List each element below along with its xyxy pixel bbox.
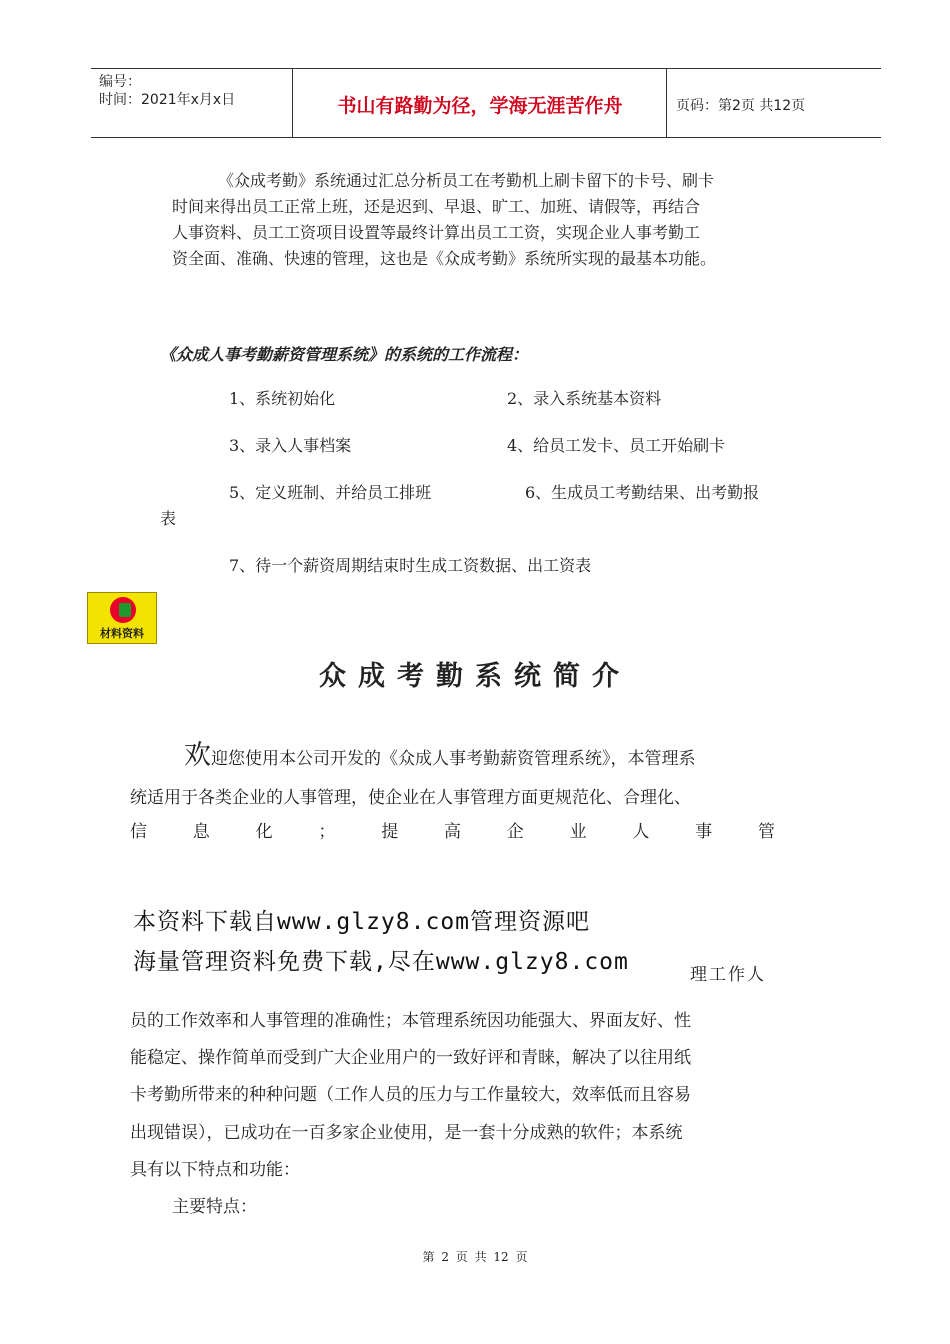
body-text: 迎您使用本公司开发的《众成人事考勤薪资管理系统》，本管理系 <box>211 749 696 769</box>
intro-line: 时间来得出员工正常上班，还是迟到、早退、旷工、加班、请假等，再结合 <box>172 197 701 216</box>
section-title: 众成考勤系统简介 <box>319 661 631 692</box>
body-line-justified <box>130 817 775 842</box>
workflow-step: 3、录入人事档案 <box>229 436 352 455</box>
body-line: 统适用于各类企业的人事管理，使企业在人事管理方面更规范化、合理化、 <box>130 788 691 808</box>
body-char: 业 <box>569 822 587 842</box>
logo-text: 材料资料 <box>100 627 144 640</box>
workflow-title: 《众成人事考勤薪资管理系统》的系统的工作流程： <box>160 345 529 364</box>
workflow-step: 7、待一个薪资周期结束时生成工资数据、出工资表 <box>229 556 592 575</box>
body-line: 员的工作效率和人事管理的准确性；本管理系统因功能强大、界面友好、性 <box>130 1011 691 1031</box>
workflow-step: 1、系统初始化 <box>229 389 336 408</box>
logo <box>87 592 157 644</box>
body-char: 高 <box>443 822 461 842</box>
header-motto: 书山有路勤为径，学海无涯苦作舟 <box>337 95 623 117</box>
header-meta <box>99 73 235 109</box>
intro-line: 《众成考勤》系统通过汇总分析员工在考勤机上刷卡留下的卡号、刷卡 <box>218 171 715 190</box>
drop-char: 欢 <box>184 740 211 771</box>
page-footer: 第 2 页 共 12 页 <box>422 1250 528 1264</box>
document-number: 编号： <box>99 74 141 90</box>
body-char: 息 <box>192 822 210 842</box>
intro-paragraph <box>172 168 812 272</box>
body-line: 出现错误），已成功在一百多家企业使用，是一套十分成熟的软件；本系统 <box>130 1123 683 1143</box>
body-line: 能稳定、操作简单而受到广大企业用户的一致好评和青睐，解决了以往用纸 <box>130 1048 691 1068</box>
watermark-line: 海量管理资料免费下载,尽在www.glzy8.com <box>133 949 629 975</box>
document-time: 时间：2021年x月x日 <box>99 92 236 108</box>
body-char: 化 <box>255 822 273 842</box>
body-char: 企 <box>506 822 524 842</box>
body-char: ； <box>318 822 336 842</box>
body-char: 人 <box>632 822 650 842</box>
workflow-step: 2、录入系统基本资料 <box>507 389 662 408</box>
workflow-step: 6、生成员工考勤结果、出考勤报 <box>525 483 760 502</box>
workflow-step: 5、定义班制、并给员工排班 <box>229 483 432 502</box>
intro-line: 资全面、准确、快速的管理，这也是《众成考勤》系统所实现的最基本功能。 <box>172 249 717 268</box>
body-char: 管 <box>757 822 775 842</box>
body-char: 提 <box>381 822 399 842</box>
body-line: 具有以下特点和功能： <box>130 1160 300 1180</box>
body-line: 卡考勤所带来的种种问题（工作人员的压力与工作量较大，效率低而且容易 <box>130 1085 691 1105</box>
workflow-step-wrap: 表 <box>160 509 177 528</box>
watermark-line: 本资料下载自www.glzy8.com管理资源吧 <box>133 909 591 935</box>
features-label: 主要特点： <box>172 1197 257 1217</box>
body-char: 信 <box>130 822 147 842</box>
logo-emblem-icon <box>110 597 136 623</box>
body-line-first <box>184 733 696 772</box>
workflow-step: 4、给员工发卡、员工开始刷卡 <box>507 436 726 455</box>
intro-line: 人事资料、员工工资项目设置等最终计算出员工工资，实现企业人事考勤工 <box>172 223 701 242</box>
body-line-tail: 理工作人 <box>690 965 766 985</box>
header-page-info: 页码：第2页 共12页 <box>676 98 806 114</box>
header-divider <box>666 69 667 137</box>
header-divider <box>292 69 293 137</box>
page-header <box>91 68 881 138</box>
body-char: 事 <box>695 822 713 842</box>
